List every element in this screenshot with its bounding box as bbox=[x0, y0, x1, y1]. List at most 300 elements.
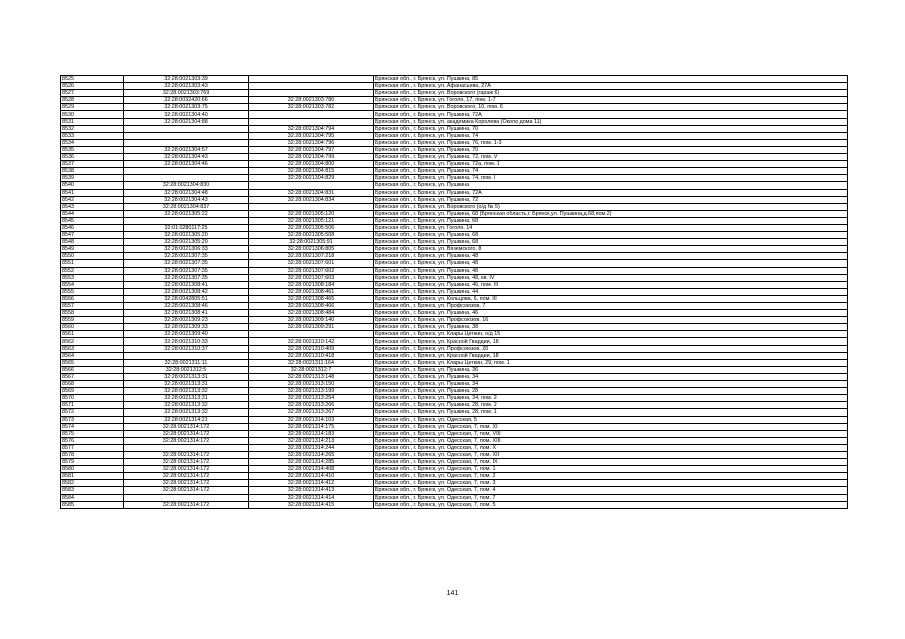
cadastral-number-cell: 32:28:0021311:11 bbox=[124, 359, 249, 366]
row-number-cell: 8562 bbox=[61, 338, 124, 345]
building-number-cell: 32:28:0021314:103 bbox=[249, 416, 374, 423]
address-cell: Брянская обл., г. Брянск, ул. Пушкина, 48 bbox=[374, 260, 848, 267]
table-row bbox=[61, 175, 848, 182]
row-number-cell: 8576 bbox=[61, 437, 124, 444]
cadastral-number-cell: 32:28:0021304:837 bbox=[124, 203, 249, 210]
building-number-cell bbox=[249, 76, 374, 83]
address-cell: Брянская обл., г. Брянск, ул. Пушкина, 68 bbox=[374, 232, 848, 239]
table-row bbox=[61, 189, 848, 196]
cadastral-number-cell: 32:28:0021312:5 bbox=[124, 366, 249, 373]
building-number-cell: 32:28:0021307:218 bbox=[249, 253, 374, 260]
cadastral-number-cell: 32:28:0021309:33 bbox=[124, 324, 249, 331]
cadastral-number-cell: 32:28:0021303:75 bbox=[124, 104, 249, 111]
cadastral-number-cell: 32:28:0042805:51 bbox=[124, 295, 249, 302]
cadastral-number-cell: 32:28:0021307:35 bbox=[124, 267, 249, 274]
table-row bbox=[61, 459, 848, 466]
cadastral-number-cell: 32:28:0021314:21 bbox=[124, 416, 249, 423]
building-number-cell: 32:28:0021304:829 bbox=[249, 175, 374, 182]
row-number-cell: 8564 bbox=[61, 352, 124, 359]
cadastral-number-cell: 32:28:0021306:33 bbox=[124, 246, 249, 253]
address-cell: Брянская обл., г. Брянск, ул. Одесская, 7, пом. 7 bbox=[374, 494, 848, 501]
row-number-cell: 8533 bbox=[61, 132, 124, 139]
row-number-cell: 8585 bbox=[61, 501, 124, 508]
building-number-cell: 32:28:0021304:794 bbox=[249, 125, 374, 132]
table-row bbox=[61, 132, 848, 139]
cadastral-number-cell: 32:28:0021303:39 bbox=[124, 76, 249, 83]
property-table-body bbox=[61, 76, 848, 509]
address-cell: Брянская обл., г. Брянск, ул. Одесская, 7, пом. 5 bbox=[374, 501, 848, 508]
table-row bbox=[61, 274, 848, 281]
table-row bbox=[61, 90, 848, 97]
table-row bbox=[61, 196, 848, 203]
row-number-cell: 8570 bbox=[61, 395, 124, 402]
row-number-cell: 8536 bbox=[61, 154, 124, 161]
cadastral-number-cell: 32:28:0021304:43 bbox=[124, 196, 249, 203]
building-number-cell: 32:28:0021313:150 bbox=[249, 381, 374, 388]
row-number-cell: 8528 bbox=[61, 97, 124, 104]
building-number-cell: 32:28:0021308:184 bbox=[249, 281, 374, 288]
table-row bbox=[61, 182, 848, 189]
row-number-cell: 8582 bbox=[61, 480, 124, 487]
address-cell: Брянская обл., г. Брянск, ул. Пушкина, 68 bbox=[374, 217, 848, 224]
cadastral-number-cell: 32:28:0021314:172 bbox=[124, 466, 249, 473]
address-cell: Брянская обл., г. Брянск, ул. Пушкина, 74 bbox=[374, 132, 848, 139]
cadastral-number-cell: 32:28:0021307:35 bbox=[124, 274, 249, 281]
row-number-cell: 8573 bbox=[61, 416, 124, 423]
cadastral-number-cell: 32:28:0021314:172 bbox=[124, 451, 249, 458]
cadastral-number-cell: 32:28:0021303:43 bbox=[124, 83, 249, 90]
row-number-cell: 8565 bbox=[61, 359, 124, 366]
table-row bbox=[61, 161, 848, 168]
address-cell: Брянская обл., г. Брянск, ул. Одесская, 7, пом. IX bbox=[374, 459, 848, 466]
address-cell: Брянская обл., г. Брянск, ул. Гоголя, 17, пом. 1-7 bbox=[374, 97, 848, 104]
building-number-cell: 32:28:0021314:265 bbox=[249, 451, 374, 458]
row-number-cell: 8561 bbox=[61, 331, 124, 338]
building-number-cell: 32:28:0021311:164 bbox=[249, 359, 374, 366]
table-row bbox=[61, 310, 848, 317]
building-number-cell: 32:28:0021314:413 bbox=[249, 487, 374, 494]
cadastral-number-cell: 32:28:0021307:35 bbox=[124, 253, 249, 260]
address-cell: Брянская обл., г. Брянск, ул. Пушкина, 34 bbox=[374, 373, 848, 380]
address-cell: Брянская обл., г. Брянск, ул. Пушкина, 72А bbox=[374, 111, 848, 118]
building-number-cell: 32:28:0021304:796 bbox=[249, 139, 374, 146]
table-row bbox=[61, 324, 848, 331]
cadastral-number-cell: 32:28:0021305:22 bbox=[124, 210, 249, 217]
cadastral-number-cell: 32:28:0021313:32 bbox=[124, 388, 249, 395]
address-cell: Брянская обл., г. Брянск, ул. Одесская, 5 bbox=[374, 416, 848, 423]
row-number-cell: 8583 bbox=[61, 487, 124, 494]
row-number-cell: 8538 bbox=[61, 168, 124, 175]
table-row bbox=[61, 373, 848, 380]
address-cell: Брянская обл., г. Брянск, ул. Пушкина, 68 bbox=[374, 239, 848, 246]
building-number-cell bbox=[249, 203, 374, 210]
row-number-cell: 8545 bbox=[61, 217, 124, 224]
row-number-cell: 8526 bbox=[61, 83, 124, 90]
cadastral-number-cell bbox=[124, 125, 249, 132]
address-cell: Брянская обл., г. Брянск, ул. Одесская, 7, пом. 2 bbox=[374, 473, 848, 480]
building-number-cell bbox=[249, 90, 374, 97]
row-number-cell: 8568 bbox=[61, 381, 124, 388]
cadastral-number-cell: 32:28:0021313:31 bbox=[124, 395, 249, 402]
row-number-cell: 8563 bbox=[61, 345, 124, 352]
table-row bbox=[61, 409, 848, 416]
table-row bbox=[61, 139, 848, 146]
table-row bbox=[61, 104, 848, 111]
address-cell: Брянская обл., г. Брянск, ул. Пушкина bbox=[374, 182, 848, 189]
address-cell: Брянская обл., г. Брянск, ул. Пушкина, 36 bbox=[374, 366, 848, 373]
cadastral-number-cell: 32:28:0021309:23 bbox=[124, 317, 249, 324]
cadastral-number-cell: 32:28:0021304:57 bbox=[124, 146, 249, 153]
building-number-cell: 32:28:0021314:408 bbox=[249, 466, 374, 473]
building-number-cell: 32:28:0021310:418 bbox=[249, 352, 374, 359]
address-cell: Брянская обл., г. Брянск, ул. Воровского, 10, пом. 6 bbox=[374, 104, 848, 111]
address-cell: Брянская обл., г. Брянск, ул. Профсоюзов, 16 bbox=[374, 317, 848, 324]
cadastral-number-cell: 32:28:0021308:41 bbox=[124, 310, 249, 317]
row-number-cell: 8546 bbox=[61, 224, 124, 231]
address-cell: Брянская обл., г. Брянск, ул. Пушкина, 38 bbox=[374, 324, 848, 331]
building-number-cell: 32:28:0021308:484 bbox=[249, 310, 374, 317]
row-number-cell: 8550 bbox=[61, 253, 124, 260]
table-row bbox=[61, 487, 848, 494]
table-row bbox=[61, 260, 848, 267]
building-number-cell: 32:28:0021305:120 bbox=[249, 210, 374, 217]
row-number-cell: 8534 bbox=[61, 139, 124, 146]
address-cell: Брянская обл., г. Брянск, ул. Одесская, 7, пом. VIII bbox=[374, 430, 848, 437]
cadastral-number-cell: 32:28:0021314:172 bbox=[124, 487, 249, 494]
address-cell: Брянская обл., г. Брянск, ул. Одесская, 7, пом. 4 bbox=[374, 487, 848, 494]
table-row bbox=[61, 381, 848, 388]
building-number-cell: 32:28:0021314:175 bbox=[249, 423, 374, 430]
address-cell: Брянская обл., г. Брянск, ул. Афанасьева, 27А bbox=[374, 83, 848, 90]
row-number-cell: 8558 bbox=[61, 310, 124, 317]
row-number-cell: 8584 bbox=[61, 494, 124, 501]
building-number-cell: 32:28:0021313:266 bbox=[249, 402, 374, 409]
address-cell: Брянская обл., г. Брянск, ул. Пушкина, 48 bbox=[374, 253, 848, 260]
row-number-cell: 8532 bbox=[61, 125, 124, 132]
building-number-cell: 32:28:0021303:782 bbox=[249, 104, 374, 111]
row-number-cell: 8555 bbox=[61, 288, 124, 295]
cadastral-number-cell bbox=[124, 139, 249, 146]
cadastral-number-cell: 32:28:0021307:35 bbox=[124, 260, 249, 267]
row-number-cell: 8557 bbox=[61, 303, 124, 310]
table-row bbox=[61, 388, 848, 395]
row-number-cell: 8579 bbox=[61, 459, 124, 466]
cadastral-number-cell: 32:28:0021309:40 bbox=[124, 331, 249, 338]
address-cell: Брянская обл., г. Брянск, ул. Пушкина, 70 bbox=[374, 146, 848, 153]
building-number-cell: 32:28:0021308:466 bbox=[249, 303, 374, 310]
table-row bbox=[61, 451, 848, 458]
address-cell: Брянская обл., г. Брянск, ул. Красной Гвардии, 18 bbox=[374, 338, 848, 345]
row-number-cell: 8543 bbox=[61, 203, 124, 210]
building-number-cell: 32:28:0021309:140 bbox=[249, 317, 374, 324]
address-cell: Брянская обл., г. Брянск, ул. Одесская, 7, пом. XIII bbox=[374, 437, 848, 444]
cadastral-number-cell: 32:28:0021303:769 bbox=[124, 90, 249, 97]
address-cell: Брянская обл., г. Брянск, ул. Профсоюзов, 7 bbox=[374, 303, 848, 310]
row-number-cell: 8571 bbox=[61, 402, 124, 409]
table-row bbox=[61, 288, 848, 295]
table-row bbox=[61, 331, 848, 338]
row-number-cell: 8566 bbox=[61, 366, 124, 373]
address-cell: Брянская обл., г. Брянск, ул. Воровского (о/д № 5) bbox=[374, 203, 848, 210]
cadastral-number-cell: 32:28:0021304:46 bbox=[124, 161, 249, 168]
cadastral-number-cell: 32:28:0021304:48 bbox=[124, 189, 249, 196]
table-row bbox=[61, 395, 848, 402]
building-number-cell bbox=[249, 111, 374, 118]
row-number-cell: 8529 bbox=[61, 104, 124, 111]
cadastral-number-cell bbox=[124, 217, 249, 224]
address-cell: Брянская обл., г. Брянск, ул. Кольцова, 6, пом. III bbox=[374, 295, 848, 302]
row-number-cell: 8547 bbox=[61, 232, 124, 239]
cadastral-number-cell: 32:28:0021304:830 bbox=[124, 182, 249, 189]
table-row bbox=[61, 203, 848, 210]
building-number-cell: 32:28:0021304:797 bbox=[249, 146, 374, 153]
building-number-cell: 32:28:0021307:602 bbox=[249, 267, 374, 274]
address-cell: Брянская обл., г. Брянск, ул. Пушкина, 44 bbox=[374, 288, 848, 295]
row-number-cell: 8574 bbox=[61, 423, 124, 430]
table-row bbox=[61, 352, 848, 359]
row-number-cell: 8575 bbox=[61, 430, 124, 437]
row-number-cell: 8531 bbox=[61, 118, 124, 125]
cadastral-number-cell bbox=[124, 494, 249, 501]
address-cell: Брянская обл., г. Брянск, ул. Пушкина, 28, пом. 1 bbox=[374, 409, 848, 416]
address-cell: Брянская обл., г. Брянск, ул. Пушкина, 34 bbox=[374, 381, 848, 388]
table-row bbox=[61, 125, 848, 132]
row-number-cell: 8554 bbox=[61, 281, 124, 288]
cadastral-number-cell: 32:28:0021314:172 bbox=[124, 430, 249, 437]
table-row bbox=[61, 97, 848, 104]
address-cell: Брянская обл., г. Брянск, ул. Одесская, 7, пом. 3 bbox=[374, 480, 848, 487]
table-row bbox=[61, 303, 848, 310]
table-row bbox=[61, 480, 848, 487]
address-cell: Брянская обл., г. Брянск, ул. Воровского (гараж 6) bbox=[374, 90, 848, 97]
building-number-cell: 32:28:0021314:213 bbox=[249, 437, 374, 444]
address-cell: Брянская обл., г. Брянск, ул. Пушкина, 72 bbox=[374, 196, 848, 203]
building-number-cell: 32:28:0021304:815 bbox=[249, 168, 374, 175]
address-cell: Брянская обл., г. Брянск, ул. Клары Цеткин, 29, пом. 1 bbox=[374, 359, 848, 366]
table-row bbox=[61, 366, 848, 373]
row-number-cell: 8560 bbox=[61, 324, 124, 331]
building-number-cell: 32:28:0021313:267 bbox=[249, 409, 374, 416]
address-cell: Брянская обл., г. Брянск, ул. Пушкина, 72А bbox=[374, 189, 848, 196]
row-number-cell: 8525 bbox=[61, 76, 124, 83]
row-number-cell: 8577 bbox=[61, 444, 124, 451]
cadastral-number-cell: 32:28:0032420:66 bbox=[124, 97, 249, 104]
building-number-cell: 32:28:0021303:780 bbox=[249, 97, 374, 104]
building-number-cell bbox=[249, 331, 374, 338]
cadastral-number-cell bbox=[124, 444, 249, 451]
cadastral-number-cell: 32:28:0021314:172 bbox=[124, 437, 249, 444]
table-row bbox=[61, 423, 848, 430]
table-row bbox=[61, 111, 848, 118]
table-row bbox=[61, 317, 848, 324]
address-cell: Брянская обл., г. Брянск, ул. Пушкина, 28, пом. 2 bbox=[374, 402, 848, 409]
building-number-cell: 32:28:0021304:800 bbox=[249, 161, 374, 168]
building-number-cell: 32:28:0021304:795 bbox=[249, 132, 374, 139]
cadastral-number-cell: 32:28:0021314:172 bbox=[124, 473, 249, 480]
building-number-cell: 32:28:0021310:409 bbox=[249, 345, 374, 352]
address-cell: Брянская обл., г. Брянск, ул. Одесская, 7, пом. XI bbox=[374, 423, 848, 430]
cadastral-number-cell: 32:28:0021310:37 bbox=[124, 345, 249, 352]
cadastral-number-cell: 32:28:0021314:172 bbox=[124, 480, 249, 487]
address-cell: Брянская обл., г. Брянск, ул. Пушкина, 72а, пом. 1 bbox=[374, 161, 848, 168]
building-number-cell: 32:28:0021305:121 bbox=[249, 217, 374, 224]
row-number-cell: 8540 bbox=[61, 182, 124, 189]
building-number-cell: 32:28:0021313:199 bbox=[249, 388, 374, 395]
cadastral-number-cell: 32:28:0021308:41 bbox=[124, 281, 249, 288]
building-number-cell: 32:28:0021314:244 bbox=[249, 444, 374, 451]
building-number-cell: 32:28:0021304:831 bbox=[249, 189, 374, 196]
cadastral-number-cell: 32:28:0021304:43 bbox=[124, 154, 249, 161]
building-number-cell: 32:28:0021307:603 bbox=[249, 274, 374, 281]
building-number-cell: 32:28:0021313:148 bbox=[249, 373, 374, 380]
address-cell: Брянская обл., г. Брянск, ул. Одесская, 7, пом. 1 bbox=[374, 466, 848, 473]
page-number: 141 bbox=[446, 590, 459, 597]
table-row bbox=[61, 146, 848, 153]
row-number-cell: 8527 bbox=[61, 90, 124, 97]
address-cell: Брянская обл., г. Брянск, ул. Клары Цеткин, о/д 15 bbox=[374, 331, 848, 338]
table-row bbox=[61, 76, 848, 83]
building-number-cell: 32:28:0021314:285 bbox=[249, 459, 374, 466]
row-number-cell: 8559 bbox=[61, 317, 124, 324]
table-row bbox=[61, 239, 848, 246]
address-cell: Брянская обл., г. Брянск, ул. Пушкина, 46, пом. III bbox=[374, 281, 848, 288]
cadastral-number-cell: 32:28:0021313:31 bbox=[124, 381, 249, 388]
building-number-cell: 32:28:0021314:183 bbox=[249, 430, 374, 437]
address-cell: Брянская обл., г. Брянск, ул. Пушкина, 72, пом. V bbox=[374, 154, 848, 161]
table-row bbox=[61, 444, 848, 451]
table-row bbox=[61, 168, 848, 175]
table-row bbox=[61, 338, 848, 345]
address-cell: Брянская обл., г. Брянск, ул. Пушкина, 34, пом. 2 bbox=[374, 395, 848, 402]
table-row bbox=[61, 345, 848, 352]
table-row bbox=[61, 359, 848, 366]
cadastral-number-cell bbox=[124, 175, 249, 182]
row-number-cell: 8581 bbox=[61, 473, 124, 480]
address-cell: Брянская обл., г. Брянск, ул. Пушкина, 85 bbox=[374, 76, 848, 83]
cadastral-number-cell: 32:28:0021313:32 bbox=[124, 409, 249, 416]
address-cell: Брянская обл., г. Брянск, ул. Одесская, 7, пом. Х bbox=[374, 444, 848, 451]
address-cell: Брянская обл., г. Брянск, ул. Пушкина, 74 bbox=[374, 168, 848, 175]
table-row bbox=[61, 118, 848, 125]
address-cell: Брянская обл., г. Брянск, ул. Пушкина, 74, пом. I bbox=[374, 175, 848, 182]
cadastral-number-cell: 32:28:0021314:172 bbox=[124, 501, 249, 508]
building-number-cell: 32:28:0021314:415 bbox=[249, 501, 374, 508]
address-cell: Брянская обл., г. Брянск, ул. Пушкина, 46 bbox=[374, 310, 848, 317]
table-row bbox=[61, 494, 848, 501]
address-cell: Брянская обл., г. Брянск, ул. Профсоюзов, 20 bbox=[374, 345, 848, 352]
building-number-cell bbox=[249, 118, 374, 125]
building-number-cell: 32:28:0021308:461 bbox=[249, 288, 374, 295]
table-row bbox=[61, 154, 848, 161]
row-number-cell: 8553 bbox=[61, 274, 124, 281]
table-row bbox=[61, 416, 848, 423]
row-number-cell: 8535 bbox=[61, 146, 124, 153]
building-number-cell bbox=[249, 182, 374, 189]
building-number-cell: 32:28:0021314:414 bbox=[249, 494, 374, 501]
table-row bbox=[61, 501, 848, 508]
building-number-cell: 32:28:0021307:601 bbox=[249, 260, 374, 267]
building-number-cell: 32:28:0021305:508 bbox=[249, 232, 374, 239]
building-number-cell: 32:28:0021314:410 bbox=[249, 473, 374, 480]
address-cell: Брянская обл., г. Брянск, ул. Вяземского, 8 bbox=[374, 246, 848, 253]
address-cell: Брянская обл., г. Брянск, ул. Красной Гвардии, 18 bbox=[374, 352, 848, 359]
cadastral-number-cell: 32:01:0280117:25 bbox=[124, 224, 249, 231]
row-number-cell: 8572 bbox=[61, 409, 124, 416]
address-cell: Брянская обл., г. Брянск, ул. Пушкина, 70 bbox=[374, 125, 848, 132]
row-number-cell: 8544 bbox=[61, 210, 124, 217]
building-number-cell: 32:28:0021309:291 bbox=[249, 324, 374, 331]
table-row bbox=[61, 402, 848, 409]
cadastral-number-cell bbox=[124, 132, 249, 139]
row-number-cell: 8542 bbox=[61, 196, 124, 203]
row-number-cell: 8569 bbox=[61, 388, 124, 395]
cadastral-number-cell: 32:28:0021305:20 bbox=[124, 239, 249, 246]
cadastral-number-cell: 32:28:0021314:172 bbox=[124, 423, 249, 430]
table-row bbox=[61, 217, 848, 224]
row-number-cell: 8530 bbox=[61, 111, 124, 118]
row-number-cell: 8549 bbox=[61, 246, 124, 253]
address-cell: Брянская обл., г. Брянск, ул. академика Королева (Около дома 11) bbox=[374, 118, 848, 125]
row-number-cell: 8556 bbox=[61, 295, 124, 302]
cadastral-number-cell: 32:28:0021305:20 bbox=[124, 232, 249, 239]
row-number-cell: 8539 bbox=[61, 175, 124, 182]
row-number-cell: 8580 bbox=[61, 466, 124, 473]
row-number-cell: 8537 bbox=[61, 161, 124, 168]
cadastral-number-cell: 32:28:0021314:172 bbox=[124, 459, 249, 466]
cadastral-number-cell: 32:28:0021308:46 bbox=[124, 303, 249, 310]
table-row bbox=[61, 83, 848, 90]
address-cell: Брянская обл., г. Брянск, ул. Пушкина, 48 bbox=[374, 267, 848, 274]
table-row bbox=[61, 267, 848, 274]
row-number-cell: 8551 bbox=[61, 260, 124, 267]
cadastral-number-cell: 32:28:0021313:32 bbox=[124, 402, 249, 409]
table-row bbox=[61, 430, 848, 437]
building-number-cell: 32:28:0021312:7 bbox=[249, 366, 374, 373]
address-cell: Брянская обл., г. Брянск, ул. Пушкина, 68 (Брянская область,г. Брянск,ул. Пушкина,д.68,пом.2) bbox=[374, 210, 848, 217]
address-cell: Брянская обл., г. Брянск, ул. Одесская, 7, пом. XII bbox=[374, 451, 848, 458]
row-number-cell: 8578 bbox=[61, 451, 124, 458]
building-number-cell: 32:28:0021306:805 bbox=[249, 246, 374, 253]
table-row bbox=[61, 210, 848, 217]
row-number-cell: 8548 bbox=[61, 239, 124, 246]
table-row bbox=[61, 466, 848, 473]
row-number-cell: 8567 bbox=[61, 373, 124, 380]
row-number-cell: 8541 bbox=[61, 189, 124, 196]
table-row bbox=[61, 437, 848, 444]
building-number-cell: 32:28:0021310:142 bbox=[249, 338, 374, 345]
address-cell: Брянская обл., г. Брянск, ул. Пушкина, 48, кв. IV bbox=[374, 274, 848, 281]
cadastral-number-cell: 32:28:0021308:42 bbox=[124, 288, 249, 295]
building-number-cell bbox=[249, 83, 374, 90]
building-number-cell: 32:28:0021308:465 bbox=[249, 295, 374, 302]
cadastral-number-cell bbox=[124, 168, 249, 175]
building-number-cell: 32:28:0021305:506 bbox=[249, 224, 374, 231]
building-number-cell: 32:28:0021313:254 bbox=[249, 395, 374, 402]
building-number-cell: 32:28:0021305:91 bbox=[249, 239, 374, 246]
building-number-cell: 32:28:0021304:834 bbox=[249, 196, 374, 203]
cadastral-number-cell: 32:28:0021304:88 bbox=[124, 118, 249, 125]
property-table bbox=[60, 75, 848, 509]
cadastral-number-cell: 32:28:0021310:33 bbox=[124, 338, 249, 345]
table-row bbox=[61, 473, 848, 480]
cadastral-number-cell: 32:28:0021313:31 bbox=[124, 373, 249, 380]
table-row bbox=[61, 253, 848, 260]
address-cell: Брянская обл., г. Брянск, ул. Пушкина, 76, пом. 1-3 bbox=[374, 139, 848, 146]
building-number-cell: 32:28:0021304:799 bbox=[249, 154, 374, 161]
address-cell: Брянская обл., г. Брянск, ул. Гоголя, 14 bbox=[374, 224, 848, 231]
cadastral-number-cell: 32:28:0021304:40 bbox=[124, 111, 249, 118]
row-number-cell: 8552 bbox=[61, 267, 124, 274]
